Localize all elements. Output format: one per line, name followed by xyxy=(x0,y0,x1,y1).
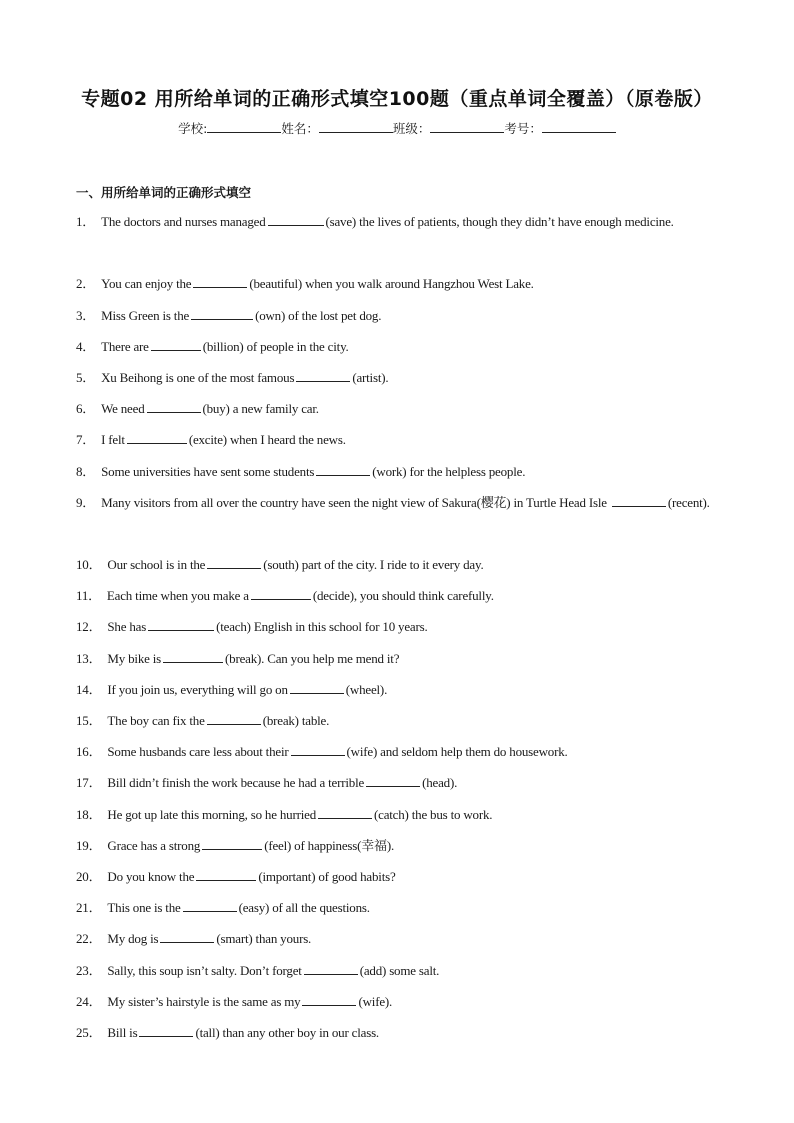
name-label: 姓名： xyxy=(281,121,319,136)
question-number: 12． xyxy=(76,619,102,635)
question-word: (break) table. xyxy=(262,713,330,729)
question-number: 8． xyxy=(76,463,96,479)
question-text: Grace has a strong xyxy=(107,837,201,853)
answer-blank[interactable] xyxy=(193,275,247,288)
question-item xyxy=(76,767,716,798)
answer-blank[interactable] xyxy=(151,338,201,351)
answer-blank[interactable] xyxy=(291,743,345,756)
question-word: (break). Can you help me mend it? xyxy=(225,650,400,666)
question-number: 17． xyxy=(76,775,102,791)
question-item xyxy=(76,549,716,580)
question-number: 15． xyxy=(76,713,102,729)
answer-blank[interactable] xyxy=(318,806,372,819)
answer-blank[interactable] xyxy=(304,962,358,975)
question-item xyxy=(76,830,716,861)
answer-blank[interactable] xyxy=(196,868,256,881)
question-item xyxy=(76,206,716,268)
question-list xyxy=(76,206,716,1048)
answer-blank[interactable] xyxy=(147,400,201,413)
question-text: My dog is xyxy=(107,931,159,947)
question-number: 16． xyxy=(76,744,102,760)
question-item xyxy=(76,674,716,705)
question-word: (excite) when I heard the news. xyxy=(188,432,346,448)
question-text: Do you know the xyxy=(107,868,195,884)
question-word: (teach) English in this school for 10 years. xyxy=(216,619,428,635)
question-item xyxy=(76,799,716,830)
question-item xyxy=(76,268,716,299)
answer-blank[interactable] xyxy=(268,213,324,226)
question-word: (decide), you should think carefully. xyxy=(312,588,494,604)
question-number: 25． xyxy=(76,1024,102,1040)
question-text: My bike is xyxy=(107,650,162,666)
answer-blank[interactable] xyxy=(302,993,356,1006)
question-item xyxy=(76,331,716,362)
question-word: (beautiful) when you walk around Hangzhou West Lake. xyxy=(249,276,534,292)
class-field xyxy=(393,119,505,137)
question-item xyxy=(76,955,716,986)
answer-blank[interactable] xyxy=(207,712,261,725)
question-word: (billion) of people in the city. xyxy=(202,338,349,354)
question-text: The boy can fix the xyxy=(107,713,205,729)
question-number: 11． xyxy=(76,588,101,604)
question-text: My sister’s hairstyle is the same as my xyxy=(107,993,301,1009)
question-number: 14． xyxy=(76,681,102,697)
question-item xyxy=(76,892,716,923)
question-text: You can enjoy the xyxy=(101,276,192,292)
section-heading: 一、用所给单词的正确形式填空 xyxy=(76,185,252,200)
question-word: (buy) a new family car. xyxy=(202,401,319,417)
answer-blank[interactable] xyxy=(202,837,262,850)
question-item xyxy=(76,611,716,642)
question-item xyxy=(76,736,716,767)
answer-blank[interactable] xyxy=(183,899,237,912)
question-item xyxy=(76,861,716,892)
question-text: Sally, this soup isn’t salty. Don’t forget xyxy=(107,962,302,978)
question-number: 9． xyxy=(76,494,96,510)
question-word: (recent). xyxy=(667,494,710,510)
question-word: (own) of the lost pet dog. xyxy=(255,307,382,323)
answer-blank[interactable] xyxy=(207,556,261,569)
question-number: 6． xyxy=(76,401,96,417)
question-word: (work) for the helpless people. xyxy=(372,463,526,479)
question-text: Many visitors from all over the country have seen the night view of Sakura(樱花) in Turtle Head Isle xyxy=(101,494,607,510)
question-item xyxy=(76,580,716,611)
question-item xyxy=(76,424,716,455)
school-label: 学校: xyxy=(178,121,208,136)
question-text: This one is the xyxy=(107,900,181,916)
question-text: Some husbands care less about their xyxy=(107,744,289,760)
question-number: 19． xyxy=(76,837,102,853)
question-text: Miss Green is the xyxy=(101,307,190,323)
question-text: If you join us, everything will go on xyxy=(107,681,288,697)
class-label: 班级： xyxy=(392,121,431,136)
question-number: 23． xyxy=(76,962,102,978)
answer-blank[interactable] xyxy=(139,1024,193,1037)
question-item xyxy=(76,643,716,674)
question-number: 7． xyxy=(76,432,96,448)
answer-blank[interactable] xyxy=(296,369,350,382)
name-blank[interactable] xyxy=(319,120,393,133)
question-number: 4． xyxy=(76,338,96,354)
question-number: 24． xyxy=(76,993,102,1009)
question-word: (wife) and seldom help them do housework. xyxy=(346,744,568,760)
school-field xyxy=(178,119,281,137)
question-text: Each time when you make a xyxy=(106,588,249,604)
question-word: (feel) of happiness(幸福). xyxy=(264,837,395,853)
question-text: The doctors and nurses managed xyxy=(101,214,266,229)
question-text: Bill didn’t finish the work because he had a terrible xyxy=(107,775,365,791)
question-text: I felt xyxy=(101,432,125,448)
question-item xyxy=(76,923,716,954)
question-number: 20． xyxy=(76,868,102,884)
question-text: There are xyxy=(101,338,149,354)
answer-blank[interactable] xyxy=(612,494,666,507)
answer-blank[interactable] xyxy=(316,463,370,476)
question-number: 13． xyxy=(76,650,102,666)
question-word: (easy) of all the questions. xyxy=(238,900,370,916)
answer-blank[interactable] xyxy=(163,650,223,663)
question-text: We need xyxy=(101,401,145,417)
question-text: Bill is xyxy=(107,1024,138,1040)
question-number: 18． xyxy=(76,806,102,822)
question-text: She has xyxy=(107,619,147,635)
question-number: 22． xyxy=(76,931,102,947)
question-item xyxy=(76,393,716,424)
document-title: 专题02 用所给单词的正确形式填空100题（重点单词全覆盖）（原卷版） xyxy=(81,88,713,110)
question-word: (artist). xyxy=(352,369,389,385)
question-text: Xu Beihong is one of the most famous xyxy=(101,369,295,385)
answer-blank[interactable] xyxy=(127,431,187,444)
question-word: (add) some salt. xyxy=(359,962,440,978)
name-field xyxy=(281,119,393,137)
answer-blank[interactable] xyxy=(148,618,214,631)
answer-blank[interactable] xyxy=(366,774,420,787)
question-number: 5． xyxy=(76,369,96,385)
student-info-line xyxy=(0,119,794,137)
exam-number-blank[interactable] xyxy=(542,120,616,133)
question-word: (catch) the bus to work. xyxy=(374,806,493,822)
question-number: 1． xyxy=(76,214,96,229)
question-text: Some universities have sent some students xyxy=(101,463,315,479)
question-number: 2． xyxy=(76,276,96,292)
question-word: (wife). xyxy=(358,993,393,1009)
answer-blank[interactable] xyxy=(251,587,311,600)
question-item xyxy=(76,362,716,393)
question-item xyxy=(76,456,716,487)
question-item xyxy=(76,986,716,1017)
answer-blank[interactable] xyxy=(160,930,214,943)
question-number: 21． xyxy=(76,900,102,916)
exam-number-label: 考号： xyxy=(504,121,542,136)
question-word: (smart) than yours. xyxy=(216,931,312,947)
question-word: (important) of good habits? xyxy=(258,868,396,884)
answer-blank[interactable] xyxy=(290,681,344,694)
question-word: (tall) than any other boy in our class. xyxy=(195,1024,379,1040)
question-word: (wheel). xyxy=(345,681,388,697)
question-number: 10． xyxy=(76,557,102,573)
question-text: He got up late this morning, so he hurried xyxy=(107,806,316,822)
question-item xyxy=(76,487,716,549)
school-blank[interactable] xyxy=(207,120,281,133)
question-number: 3． xyxy=(76,307,96,323)
question-word: (south) part of the city. I ride to it every day. xyxy=(263,557,484,573)
question-word: (head). xyxy=(422,775,458,791)
answer-blank[interactable] xyxy=(191,307,253,320)
question-item xyxy=(76,705,716,736)
exam-number-field xyxy=(504,119,616,137)
question-item xyxy=(76,300,716,331)
question-word: (save) the lives of patients, though they didn’t have enough medicine. xyxy=(325,214,674,229)
class-blank[interactable] xyxy=(430,120,504,133)
question-text: Our school is in the xyxy=(107,557,206,573)
question-item xyxy=(76,1017,716,1048)
